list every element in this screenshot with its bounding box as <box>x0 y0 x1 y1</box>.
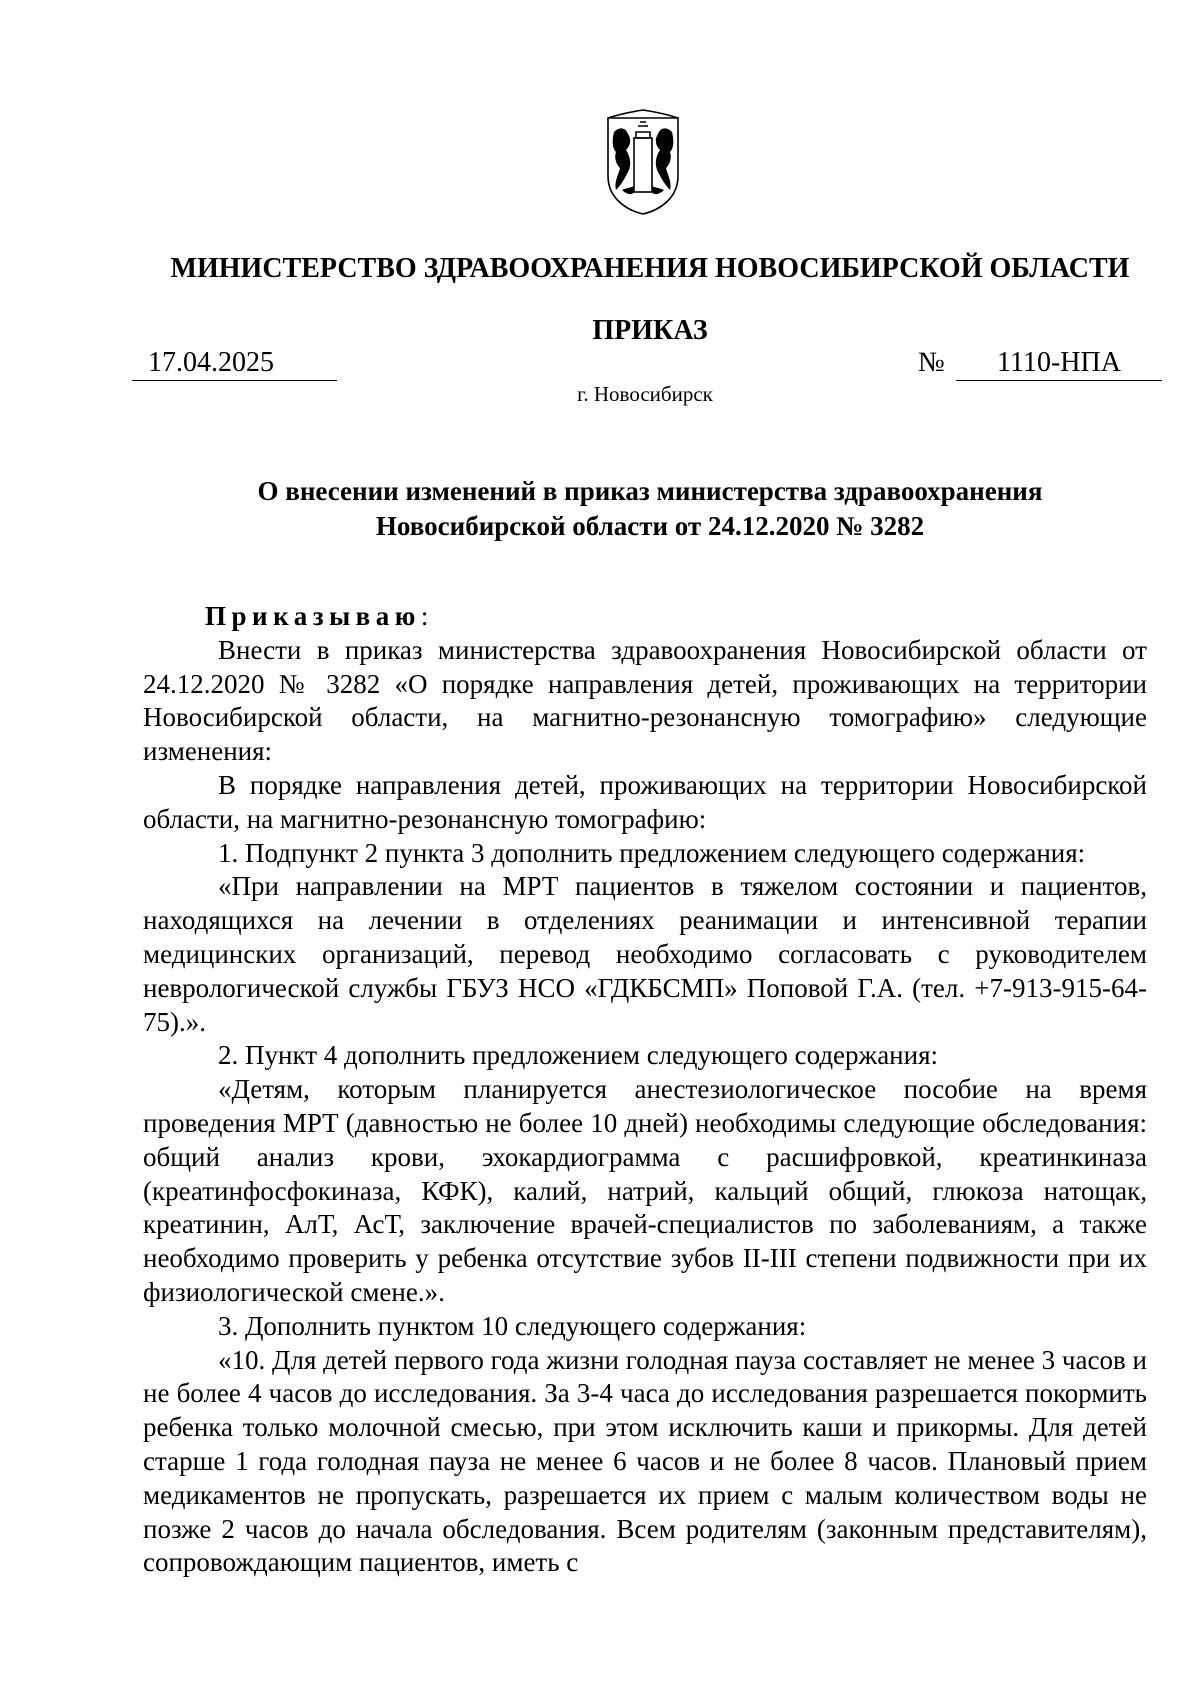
order-word: Приказываю <box>205 601 421 631</box>
paragraph-8: «10. Для детей первого года жизни голодная пауза составляет не менее 3 часов и не более 4 часов до исследования. За 3-4 часа до исследования разрешается покормить ребенка только молочной смесью, при этом исключить каши и прикормы. Для детей старше 1 года голодная пауза не менее 6 часов и не более 8 часов. Плановый прием медикаментов не пропускать, разрешается их прием с малым количеством воды не позже 2 часов до начала обследования. Всем родителям (законным представителям), сопровождающим пациентов, иметь с <box>143 1344 1147 1578</box>
document-date: 17.04.2025 <box>132 346 337 381</box>
subject-line-2: Новосибирской области от 24.12.2020 № 3282 <box>375 511 925 541</box>
document-city: г. Новосибирск <box>577 382 713 406</box>
coat-of-arms-icon <box>600 106 686 216</box>
subject-line-1: О внесении изменений в приказ министерства здравоохранения <box>257 476 1043 506</box>
document-type: ПРИКАЗ <box>592 315 708 346</box>
ministry-name: МИНИСТЕРСТВО ЗДРАВООХРАНЕНИЯ НОВОСИБИРСКОЙ ОБЛАСТИ <box>170 253 1130 284</box>
paragraph-2: В порядке направления детей, проживающих на территории Новосибирской области, на магнитно-резонансную томографию: <box>143 769 1147 834</box>
order-word-paragraph <box>143 600 1147 634</box>
order-colon: : <box>420 601 429 631</box>
paragraph-3: 1. Подпункт 2 пункта 3 дополнить предложением следующего содержания: <box>218 837 1086 868</box>
paragraph-6: «Детям, которым планируется анестезиологическое пособие на время проведения МРТ (давностью не более 10 дней) необходимы следующие обследования: общий анализ крови, эхокардиограмма с расшифровкой, креатинкиназа (креатинфосфокиназа, КФК), калий, натрий, кальций общий, глюкоза натощак, креатинин, АлТ, АсТ, заключение врачей-специалистов по заболеваниям, а также необходимо проверить у ребенка отсутствие зубов II-III степени подвижности при их физиологической смене.». <box>143 1074 1147 1307</box>
number-sign: № <box>918 347 945 378</box>
document-body <box>143 600 1147 1580</box>
paragraph-1: Внести в приказ министерства здравоохранения Новосибирской области от 24.12.2020 № 3282 «О порядке направления детей, проживающих на территории Новосибирской области, на магнитно-резонансную томографию» следующие изменения: <box>143 634 1147 767</box>
document-subject <box>200 474 1100 544</box>
paragraph-5: 2. Пункт 4 дополнить предложением следующего содержания: <box>218 1040 938 1071</box>
document-number: 1110-НПА <box>956 346 1162 381</box>
paragraph-4: «При направлении на МРТ пациентов в тяжелом состоянии и пациентов, находящихся на лечении в отделениях реанимации и интенсивной терапии медицинских организаций, перевод необходимо согласовать с руководителем неврологической службы ГБУЗ НСО «ГДКБСМП» Поповой Г.А. (тел. +7-913-915-64-75).». <box>143 871 1147 1037</box>
paragraph-7: 3. Дополнить пунктом 10 следующего содержания: <box>218 1310 807 1341</box>
